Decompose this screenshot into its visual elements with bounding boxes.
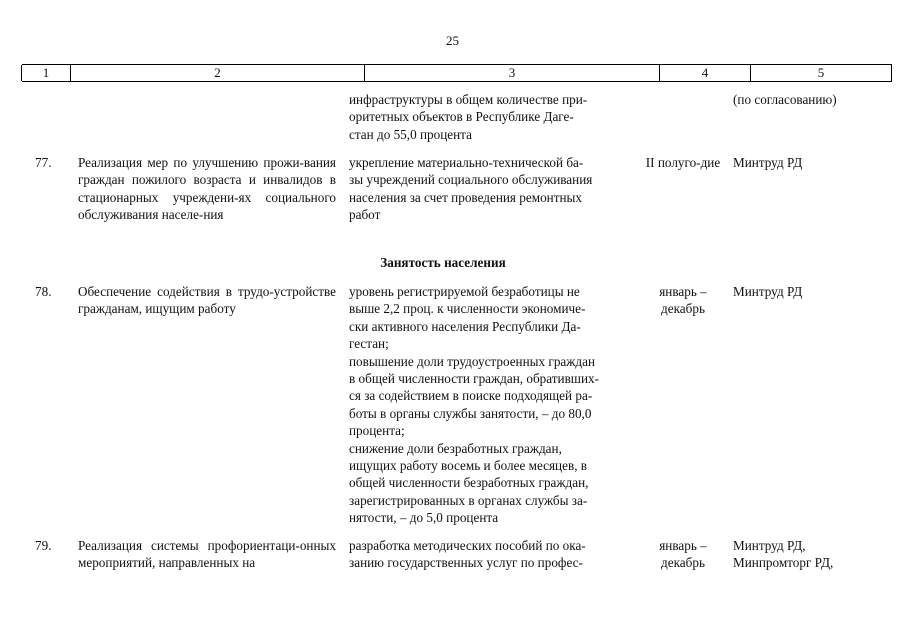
row-78-number: 78. <box>35 284 52 299</box>
row-77-executor <box>733 154 873 171</box>
result-line: зы учреждений социального обслуживания <box>349 172 593 188</box>
row-79-deadline: январь – декабрь <box>659 538 707 571</box>
section-heading: Занятость населения <box>380 255 506 270</box>
result-line: ся за содействием в поиске подходящей ра- <box>349 388 593 404</box>
row-78-executor <box>733 283 873 300</box>
result-line: работ <box>349 207 381 223</box>
row-78-measure: Обеспечение содействия в трудо-устройстве гражданам, ищущим работу <box>78 284 336 317</box>
result-line: ищущих работу восемь и более месяцев, в <box>349 458 588 474</box>
executor-line: Минпромторг РД, <box>733 555 834 571</box>
result-line: разработка методических пособий по ока- <box>349 538 586 553</box>
result-line: укрепление материально-технической ба- <box>349 155 584 170</box>
result-line: снижение доли безработных граждан, <box>349 440 562 456</box>
row-77-deadline: II полуго-дие <box>645 155 721 170</box>
result-line: стан до 55,0 процента <box>349 126 472 142</box>
header-col-1: 1 <box>42 65 50 80</box>
result-line: ски активного населения Республики Да- <box>349 318 581 334</box>
result-line: боты в органы службы занятости, – до 80,0 <box>349 405 592 421</box>
executor-line: Минтруд РД, <box>733 538 806 553</box>
result-line: нятости, – до 5,0 процента <box>349 510 499 526</box>
header-col-3: 3 <box>508 65 516 80</box>
executor-line: (по согласованию) <box>733 92 837 107</box>
result-line: общей численности безработных граждан, <box>349 475 589 491</box>
row-cont-executor <box>733 91 873 108</box>
result-line: оритетных объектов в Республике Даге- <box>349 109 574 125</box>
row-79-result <box>349 537 634 572</box>
result-line: выше 2,2 проц. к численности экономиче- <box>349 301 586 317</box>
result-line: зарегистрированных в органах службы за- <box>349 492 588 508</box>
row-77-result <box>349 154 634 224</box>
row-79-number: 79. <box>35 538 52 553</box>
row-78-result <box>349 283 634 527</box>
result-line: повышение доли трудоустроенных граждан <box>349 353 596 369</box>
result-line: уровень регистрируемой безработицы не <box>349 284 580 299</box>
row-79-measure: Реализация системы профориентаци-онных мероприятий, направленных на <box>78 538 336 571</box>
result-line: процента; <box>349 423 405 439</box>
header-col-5: 5 <box>817 65 825 80</box>
page-number: 25 <box>446 33 459 48</box>
result-line: населения за счет проведения ремонтных <box>349 189 583 205</box>
result-line: занию государственных услуг по профес- <box>349 555 583 571</box>
row-78-deadline: январь – декабрь <box>659 284 707 317</box>
executor-line: Минтруд РД <box>733 155 803 170</box>
result-line: гестан; <box>349 336 389 352</box>
row-79-executor <box>733 537 873 572</box>
result-line: в общей численности граждан, обративших- <box>349 371 600 387</box>
row-77-number: 77. <box>35 155 52 170</box>
executor-line: Минтруд РД <box>733 284 803 299</box>
result-line: инфраструктуры в общем количестве при- <box>349 92 588 107</box>
header-col-2: 2 <box>214 65 221 80</box>
header-col-4: 4 <box>701 65 709 80</box>
row-77-measure: Реализация мер по улучшению прожи-вания граждан пожилого возраста и инвалидов в стационарных учреждени-ях социального обслуживания населе-ния <box>78 155 336 223</box>
table-header-row <box>22 64 892 82</box>
row-cont-result <box>349 91 634 143</box>
